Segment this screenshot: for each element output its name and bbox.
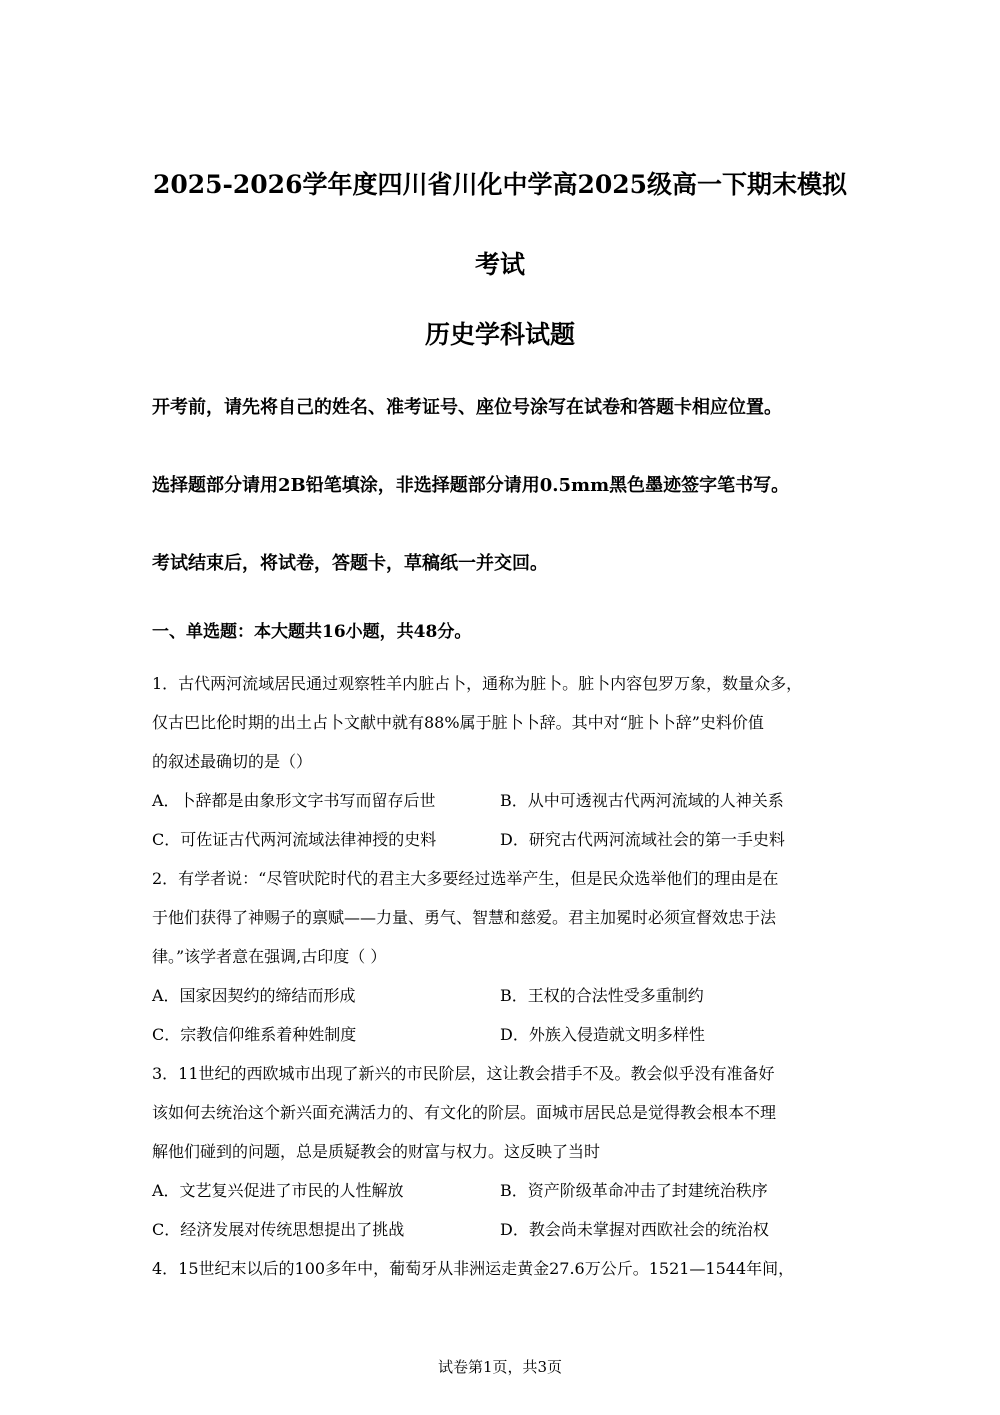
question-3-options-row-1 [152,1178,872,1217]
subject-title: 历史学科试题 [424,320,575,349]
question-3-line-3: 解他们碰到的问题，总是质疑教会的财富与权力。这反映了当时 [152,1142,601,1161]
question-3-option-c[interactable]: C．经济发展对传统思想提出了挑战 [152,1220,405,1239]
question-1 [152,671,872,866]
question-2-option-d[interactable]: D．外族入侵造就文明多样性 [500,1025,705,1044]
question-1-option-b[interactable]: B．从中可透视古代两河流域的人神关系 [500,791,784,810]
section-heading: 一、单选题：本大题共16小题，共48分。 [152,622,472,642]
question-2-line-3: 律。”该学者意在强调,古印度（ ） [152,947,387,966]
exam-title-line-1: 2025-2026学年度四川省川化中学高2025级高一下期末模拟 [152,170,848,199]
question-1-options-row-1 [152,788,872,827]
question-3-option-b[interactable]: B．资产阶级革命冲击了封建统治秩序 [500,1181,768,1200]
question-2-line-2: 于他们获得了神赐子的禀赋——力量、勇气、智慧和慈爱。君主加冕时必须宣督效忠于法 [152,908,777,927]
question-3-option-d[interactable]: D．教会尚未掌握对西欧社会的统治权 [500,1220,769,1239]
question-3-line-1: 3．11世纪的西欧城市出现了新兴的市民阶层，这让教会措手不及。教会似乎没有准备好 [152,1064,775,1083]
question-4-line-1: 4．15世纪末以后的100多年中，葡萄牙从非洲运走黄金27.6万公斤。1521—1544年间， [152,1259,795,1278]
question-1-option-d[interactable]: D．研究古代两河流域社会的第一手史料 [500,830,785,849]
question-1-option-c[interactable]: C．可佐证古代两河流域法律神授的史料 [152,830,437,849]
question-4 [152,1256,872,1295]
instruction-2: 选择题部分请用2B铅笔填涂，非选择题部分请用0.5mm黑色墨迹签字笔书写。 [152,475,790,496]
question-2-options-row-1 [152,983,872,1022]
question-1-option-a[interactable]: A．卜辞都是由象形文字书写而留存后世 [152,791,436,810]
question-2-options-row-2 [152,1022,872,1061]
question-3-options-row-2 [152,1217,872,1256]
question-2-option-c[interactable]: C．宗教信仰维系着种姓制度 [152,1025,357,1044]
question-1-line-3: 的叙述最确切的是（） [152,752,313,771]
question-list [152,671,872,1295]
question-3-option-a[interactable]: A．文艺复兴促进了市民的人性解放 [152,1181,404,1200]
instruction-1: 开考前，请先将自己的姓名、准考证号、座位号涂写在试卷和答题卡相应位置。 [152,397,782,418]
question-1-line-1: 1．古代两河流域居民通过观察牲羊内脏占卜，通称为脏卜。脏卜内容包罗万象，数量众多， [152,674,803,693]
question-2 [152,866,872,1061]
question-2-line-1: 2．有学者说：“尽管吠陀时代的君主大多要经过选举产生，但是民众选举他们的理由是在 [152,869,779,888]
question-3-line-2: 该如何去统治这个新兴面充满活力的、有文化的阶层。面城市居民总是觉得教会根本不理 [152,1103,777,1122]
page-footer: 试卷第1页，共3页 [437,1358,563,1376]
question-2-option-b[interactable]: B．王权的合法性受多重制约 [500,986,704,1005]
question-2-option-a[interactable]: A．国家因契约的缔结而形成 [152,986,356,1005]
instruction-3: 考试结束后，将试卷，答题卡，草稿纸一并交回。 [152,553,548,574]
question-1-options-row-2 [152,827,872,866]
question-1-line-2: 仅古巴比伦时期的出土占卜文献中就有88%属于脏卜卜辞。其中对“脏卜卜辞”史料价值 [152,713,764,732]
question-3 [152,1061,872,1256]
exam-title-line-2: 考试 [474,250,525,279]
